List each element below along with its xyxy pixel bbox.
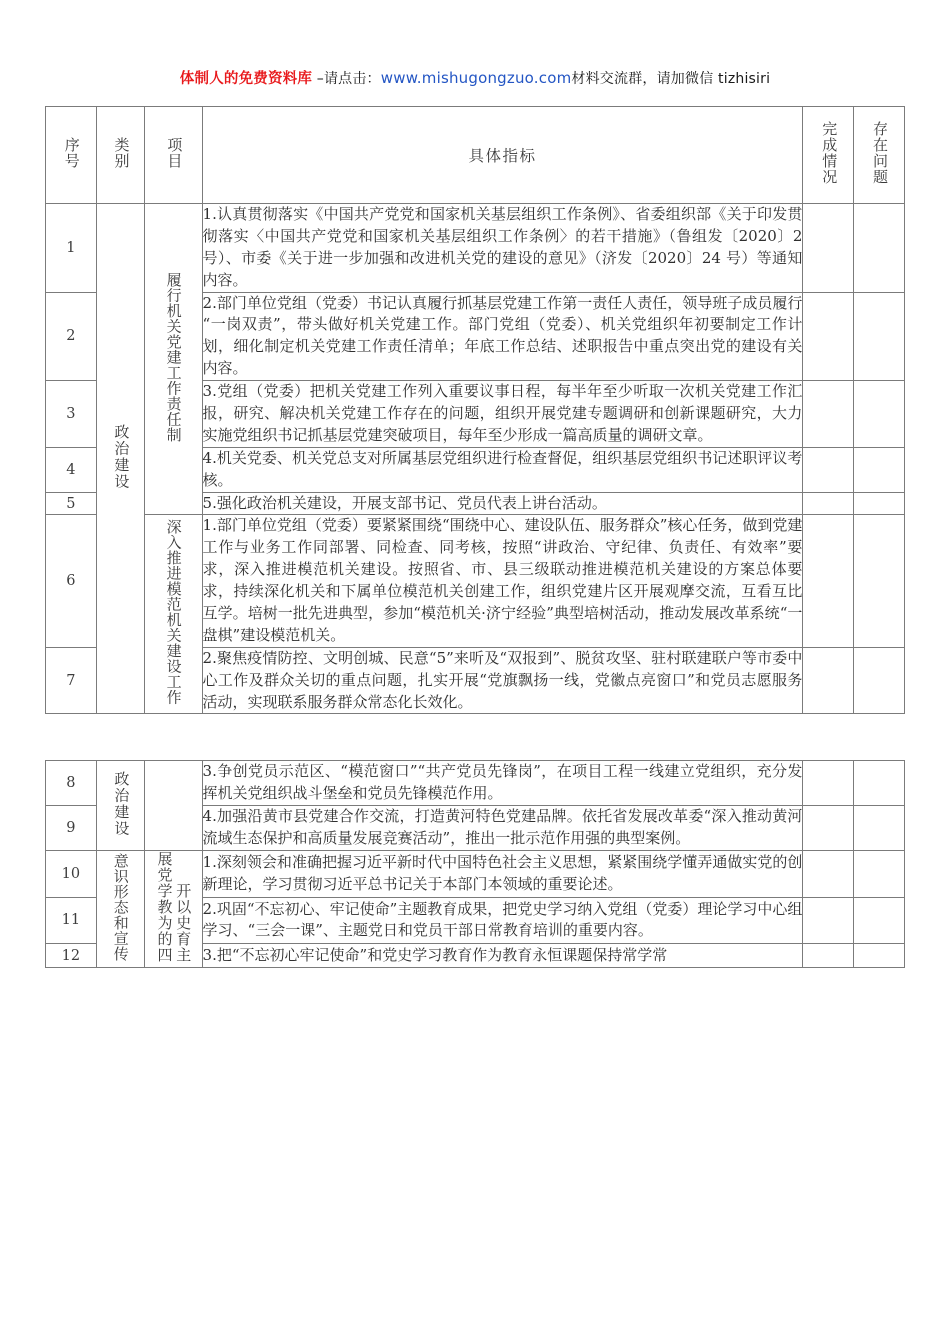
cell-done[interactable] — [803, 851, 854, 898]
cell-project-party-history — [145, 851, 202, 968]
cell-problem[interactable] — [854, 492, 905, 515]
cell-category-ideology — [96, 851, 145, 968]
cell-seq: 2 — [46, 292, 97, 381]
cell-project-model-agency — [145, 515, 202, 714]
cell-seq: 11 — [46, 897, 97, 944]
cell-seq: 10 — [46, 851, 97, 898]
cell-category-political — [96, 761, 145, 851]
cell-done[interactable] — [803, 647, 854, 714]
category-label: 意识形态和宣传 — [111, 852, 130, 962]
header-label-problem: 存在问题 — [870, 121, 889, 185]
cell-spec: 2.聚焦疫情防控、文明创城、民意“5”来听及“双报到”、脱贫攻坚、驻村联建联户等市委中心工作及群众关切的重点问题，扎实开展“党旗飘扬一线，党徽点亮窗口”和党员志愿服务活动，实现联系服务群众常态化长效化。 — [202, 647, 803, 714]
cell-project-responsibility — [145, 204, 202, 515]
header-label-category: 类别 — [112, 137, 131, 169]
project-label: 深入推进模范机关建设工作 — [164, 519, 183, 706]
cell-seq: 6 — [46, 515, 97, 647]
table-row — [46, 761, 905, 806]
cell-done[interactable] — [803, 204, 854, 293]
header-cell-problem — [854, 107, 905, 204]
promo-banner — [45, 0, 905, 106]
cell-spec: 3.争创党员示范区、“模范窗口”“共产党员先锋岗”，在项目工程一线建立党组织，充分发挥机关党组织战斗堡垒和党员先锋模范作用。 — [202, 761, 803, 806]
indicator-table-part1 — [45, 106, 905, 714]
promo-tail-text: 材料交流群，请加微信 tizhisiri — [571, 71, 771, 88]
cell-seq: 4 — [46, 447, 97, 492]
header-cell-category — [96, 107, 145, 204]
promo-brand-text: 体制人的免费资料库 — [179, 71, 313, 88]
header-label-project: 项目 — [165, 137, 184, 169]
indicator-table-part2 — [45, 760, 905, 968]
table-row — [46, 515, 905, 647]
cell-problem[interactable] — [854, 647, 905, 714]
cell-spec: 5.强化政治机关建设，开展支部书记、党员代表上讲台活动。 — [202, 492, 803, 515]
header-cell-project — [145, 107, 202, 204]
table-row — [46, 204, 905, 293]
cell-done[interactable] — [803, 806, 854, 851]
header-cell-spec — [202, 107, 803, 204]
project-label-secondary: 开以史育主 — [174, 883, 193, 964]
promo-url-link[interactable]: www.mishugongzuo.com — [380, 69, 572, 88]
cell-spec: 4.机关党委、机关党总支对所属基层党组织进行检查督促，组织基层党组织书记述职评议考核。 — [202, 447, 803, 492]
cell-problem[interactable] — [854, 761, 905, 806]
cell-seq: 12 — [46, 944, 97, 968]
cell-spec: 1.深刻领会和准确把握习近平新时代中国特色社会主义思想，紧紧围绕学懂弄通做实党的创新理论，学习贯彻习近平总书记关于本部门本领域的重要论述。 — [202, 851, 803, 898]
cell-category-political — [96, 204, 145, 714]
cell-seq: 5 — [46, 492, 97, 515]
cell-done[interactable] — [803, 515, 854, 647]
cell-done[interactable] — [803, 292, 854, 381]
cell-problem[interactable] — [854, 851, 905, 898]
cell-done[interactable] — [803, 761, 854, 806]
cell-seq: 1 — [46, 204, 97, 293]
cell-done[interactable] — [803, 944, 854, 968]
cell-done[interactable] — [803, 492, 854, 515]
cell-spec: 3.把“不忘初心牢记使命”和党史学习教育作为教育永恒课题保持常学常 — [202, 944, 803, 968]
cell-problem[interactable] — [854, 515, 905, 647]
cell-spec: 2.部门单位党组（党委）书记认真履行抓基层党建工作第一责任人责任，领导班子成员履行“一岗双责”，带头做好机关党建工作。部门党组（党委）、机关党组织年初要制定工作计划，细化制定机关党建工作责任清单；年底工作总结、述职报告中重点突出党的建设有关内容。 — [202, 292, 803, 381]
cell-done[interactable] — [803, 381, 854, 448]
cell-spec: 1.认真贯彻落实《中国共产党党和国家机关基层组织工作条例》、省委组织部《关于印发贯彻落实〈中国共产党党和国家机关基层组织工作条例〉的若干措施》（鲁组发〔2020〕2 号）、市委《关于进一步加强和改进机关党的建设的意见》（济发〔2020〕24 号）等通知内容。 — [202, 204, 803, 293]
category-label: 政治建设 — [112, 423, 131, 490]
promo-separator-text: –请点击： — [312, 71, 381, 88]
project-label: 履行机关党建工作责任制 — [164, 271, 183, 443]
project-label: 展党学教为的四 — [155, 851, 174, 964]
cell-seq: 7 — [46, 647, 97, 714]
cell-project-empty — [145, 761, 202, 851]
cell-spec: 1.部门单位党组（党委）要紧紧围绕“围绕中心、建设队伍、服务群众”核心任务，做到党建工作与业务工作同部署、同检查、同考核，按照“讲政治、守纪律、负责任、有效率”要求，深入推进模范机关建设。按照省、市、县三级联动推进模范机关建设的方案总体要求，持续深化机关和下属单位模范机关创建工作，组织党建片区开展观摩交流，互看互比互学。培树一批先进典型，参加“模范机关·济宁经验”典型培树活动，推动发展改革系统“一盘棋”建设模范机关。 — [202, 515, 803, 647]
cell-problem[interactable] — [854, 292, 905, 381]
cell-seq: 8 — [46, 761, 97, 806]
category-label: 政治建设 — [112, 770, 131, 837]
cell-spec: 4.加强沿黄市县党建合作交流，打造黄河特色党建品牌。依托省发展改革委“深入推动黄河流域生态保护和高质量发展竞赛活动”，推出一批示范作用强的典型案例。 — [202, 806, 803, 851]
table-header-row — [46, 107, 905, 204]
header-label-spec: 具体指标 — [468, 147, 537, 165]
promo-line — [180, 71, 770, 87]
cell-problem[interactable] — [854, 897, 905, 944]
header-cell-done — [803, 107, 854, 204]
cell-seq: 3 — [46, 381, 97, 448]
cell-problem[interactable] — [854, 806, 905, 851]
cell-done[interactable] — [803, 447, 854, 492]
cell-problem[interactable] — [854, 381, 905, 448]
header-label-seq: 序号 — [62, 137, 81, 169]
cell-spec: 3.党组（党委）把机关党建工作列入重要议事日程，每半年至少听取一次机关党建工作汇报，研究、解决机关党建工作存在的问题，组织开展党建专题调研和创新课题研究，大力实施党组织书记抓基层党建突破项目，每年至少形成一篇高质量的调研文章。 — [202, 381, 803, 448]
cell-problem[interactable] — [854, 204, 905, 293]
cell-problem[interactable] — [854, 447, 905, 492]
cell-spec: 2.巩固“不忘初心、牢记使命”主题教育成果，把党史学习纳入党组（党委）理论学习中心组学习、“三会一课”、主题党日和党员干部日常教育培训的重要内容。 — [202, 897, 803, 944]
page-break-gap — [45, 714, 905, 760]
header-cell-seq — [46, 107, 97, 204]
table-row — [46, 851, 905, 898]
cell-problem[interactable] — [854, 944, 905, 968]
cell-seq: 9 — [46, 806, 97, 851]
header-label-done: 完成情况 — [820, 121, 839, 185]
cell-done[interactable] — [803, 897, 854, 944]
